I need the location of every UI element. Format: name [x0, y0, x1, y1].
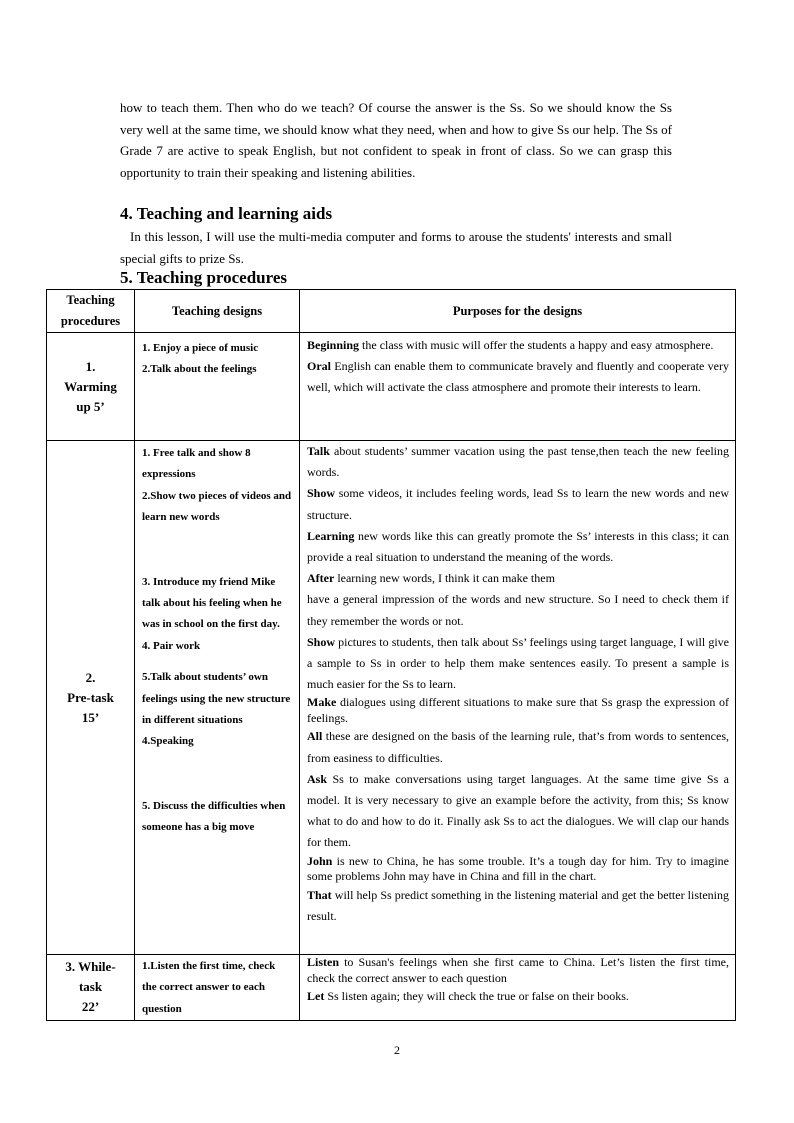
design-item: 5. Discuss the difficulties when someone has a big move — [142, 799, 286, 834]
design-item: 4.Speaking — [142, 735, 194, 748]
purpose-item: Make dialogues using different situations to make sure that Ss grasp the expression of feelings. — [307, 695, 729, 725]
procedure-cell — [47, 955, 135, 1021]
purpose-item: Talk about students’ summer vacation using the past tense,then teach the new feeling words. — [307, 444, 729, 480]
purpose-item: have a general impression of the words and new structure. So I need to check them if they remember the words or not. — [307, 592, 729, 628]
page-number: 2 — [394, 1043, 400, 1057]
table-row — [47, 955, 736, 1021]
procedure-time: 22’ — [81, 999, 100, 1014]
design-item: 2.Show two pieces of videos and learn new words — [142, 489, 292, 524]
teaching-procedures-table — [46, 289, 736, 1021]
procedure-number: 2. — [85, 669, 96, 685]
purpose-item: Ask Ss to make conversations using target languages. At the same time give Ss a model. It is very necessary to give an example before the activity, from this; Ss know what to do and how to do it. Finally ask Ss to act the dialogues. We will clap our hands for them. — [307, 771, 729, 850]
purpose-item: After learning new words, I think it can make them — [307, 571, 555, 586]
procedure-name: Pre-task — [67, 689, 114, 705]
design-item: 1.Listen the first time, check the correct answer to each question — [142, 960, 276, 1015]
header-designs: Teaching designs — [135, 290, 300, 333]
purpose-item: All these are designed on the basis of the learning rule, that’s from words to sentences, from easiness to difficulties. — [307, 729, 729, 765]
design-item: 4. Pair work — [142, 639, 201, 652]
table-row — [47, 333, 736, 441]
purpose-item: Listen to Susan's feelings when she first came to China. Let’s listen the first time, check the correct answer to each question — [307, 955, 729, 985]
purpose-item: Oral English can enable them to communicate bravely and fluently and cooperate very well, which will activate the class atmosphere and promote their interests to learn. — [307, 359, 729, 395]
designs-cell — [135, 441, 300, 955]
purpose-item: Let Ss listen again; they will check the true or false on their books. — [307, 989, 629, 1003]
procedure-time: 15’ — [81, 709, 100, 725]
purposes-cell — [300, 441, 736, 955]
procedure-cell — [47, 441, 135, 955]
intro-paragraph: how to teach them. Then who do we teach? Of course the answer is the Ss. So we should know the Ss very well at the same time, we should know what they need, when and how to give Ss our help. The Ss of Grade 7 are active to speak English, but not confident to speak in front of class. So we can grasp this opportunity to train their speaking and listening abilities. — [120, 100, 672, 180]
header-procedures: Teaching procedures — [47, 290, 135, 333]
purpose-item: Show pictures to students, then talk about Ss’ feelings using target language, I will give a sample to Ss in order to help them make sentences easily. To present a sample is much easier for the Ss to learn. — [307, 634, 729, 692]
purposes-cell — [300, 333, 736, 441]
table-row — [47, 441, 736, 955]
purpose-item: Show some videos, it includes feeling words, lead Ss to learn the new words and new structure. — [307, 486, 729, 522]
design-item: 3. Introduce my friend Mike talk about his feeling when he was in school on the first day. — [142, 575, 282, 631]
design-item: 1. Enjoy a piece of music — [142, 342, 259, 354]
purposes-cell — [300, 955, 736, 1021]
procedure-time: up 5’ — [76, 398, 105, 414]
purpose-item: Learning new words like this can greatly promote the Ss’ interests in this class; it can provide a real situation to understand the meaning of the words. — [307, 528, 729, 565]
design-item: 2.Talk about the feelings — [142, 363, 257, 376]
header-purposes: Purposes for the designs — [300, 290, 736, 333]
procedure-cell — [47, 333, 135, 441]
purpose-item: John is new to China, he has some trouble. It’s a tough day for him. Try to imagine some problems John may have in China and fill in the chart. — [307, 853, 729, 884]
table-header-row — [47, 290, 736, 333]
section-4-text: In this lesson, I will use the multi-media computer and forms to arouse the students' interests and small special gifts to prize Ss. — [120, 229, 672, 266]
procedure-name: task — [78, 979, 103, 994]
purpose-item: Beginning the class with music will offer the students a happy and easy atmosphere. — [307, 338, 714, 352]
procedure-number: 1. — [85, 358, 96, 374]
procedure-number: 3. While- — [65, 959, 116, 974]
design-item: 1. Free talk and show 8 expressions — [142, 447, 251, 481]
procedure-name: Warming — [64, 378, 117, 394]
section-4-heading: 4. Teaching and learning aids — [120, 204, 333, 223]
designs-cell — [135, 955, 300, 1021]
purpose-item: That will help Ss predict something in the listening material and get the better listening result. — [307, 887, 729, 923]
section-5-heading: 5. Teaching procedures — [120, 268, 288, 287]
designs-cell — [135, 333, 300, 441]
design-item: 5.Talk about students’ own feelings using the new structure in different situations — [142, 671, 291, 727]
